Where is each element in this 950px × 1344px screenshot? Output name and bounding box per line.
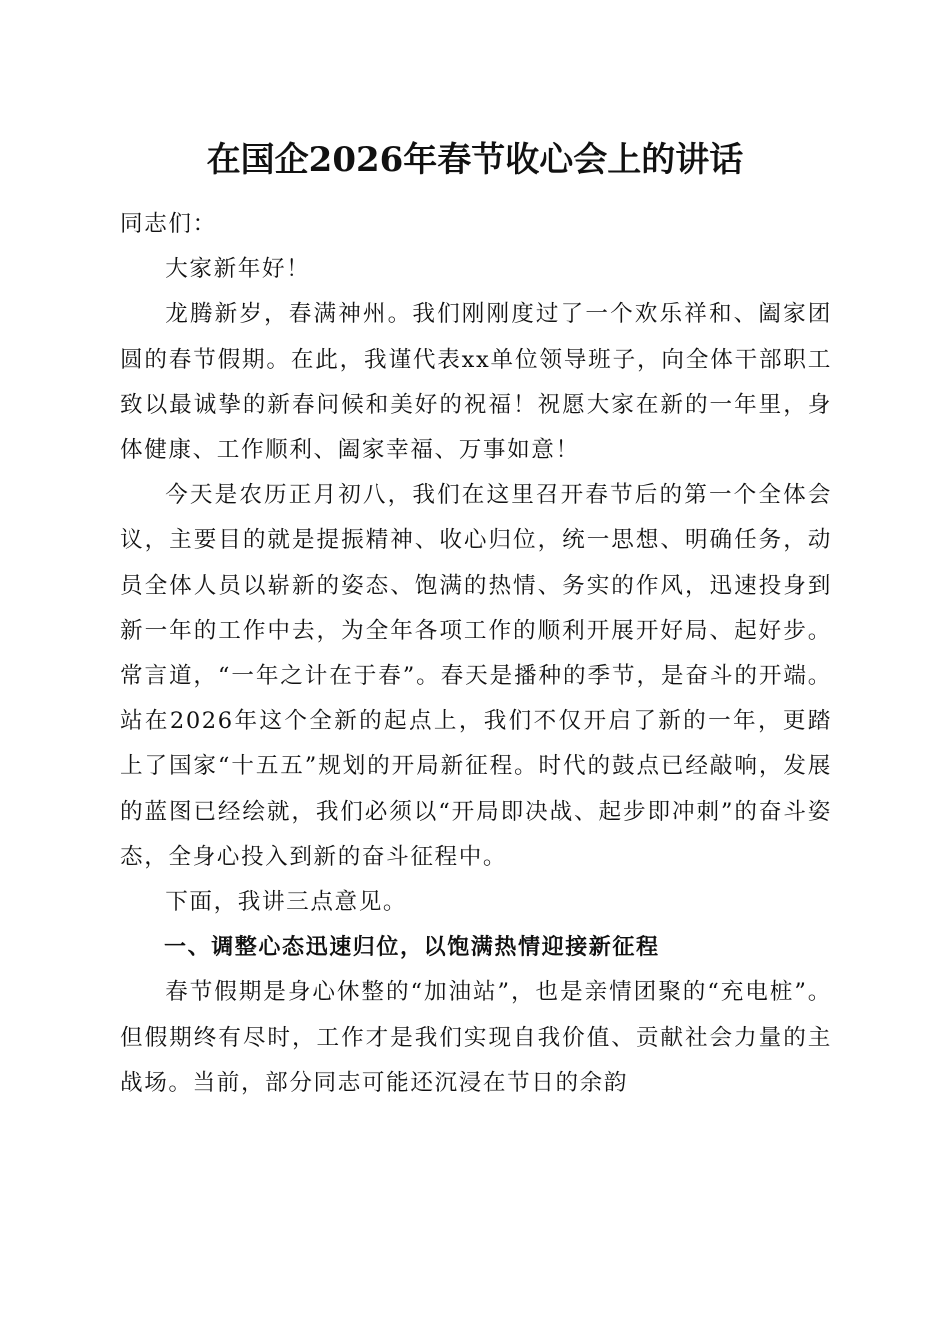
paragraph-purpose: 今天是农历正月初八，我们在这里召开春节后的第一个全体会议，主要目的就是提振精神、收心归位，统一思想、明确任务，动员全体人员以崭新的姿态、饱满的热情、务实的作风，迅速投身到新一年的工作中去，为全年各项工作的顺利开展开好局、起好步。常言道，“一年之计在于春”。春天是播种的季节，是奋斗的开端。站在2026年这个全新的起点上，我们不仅开启了新的一年，更踏上了国家“十五五”规划的开局新征程。时代的鼓点已经敲响，发展的蓝图已经绘就，我们必须以“开局即决战、起步即冲刺”的奋斗姿态，全身心投入到新的奋斗征程中。 — [120, 482, 832, 870]
paragraph-outline: 下面，我讲三点意见。 — [165, 889, 408, 916]
document-body — [120, 202, 832, 1106]
paragraph-section-1: 春节假期是身心休整的“加油站”，也是亲情团聚的“充电桩”。但假期终有尽时，工作才是我们实现自我价值、贡献社会力量的主战场。当前，部分同志可能还沉浸在节日的余韵 — [120, 979, 832, 1096]
document-title: 在国企2026年春节收心会上的讲话 — [206, 140, 744, 180]
section-heading-1: 一、调整心态迅速归位，以饱满热情迎接新征程 — [164, 935, 660, 961]
salutation: 同志们： — [120, 211, 217, 237]
greeting: 大家新年好！ — [165, 256, 311, 283]
paragraph-opening: 龙腾新岁，春满神州。我们刚刚度过了一个欢乐祥和、阖家团圆的春节假期。在此，我谨代表xx单位领导班子，向全体干部职工致以最诚挚的新春问候和美好的祝福！祝愿大家在新的一年里，身体健康、工作顺利、阖家幸福、万事如意！ — [120, 301, 832, 464]
